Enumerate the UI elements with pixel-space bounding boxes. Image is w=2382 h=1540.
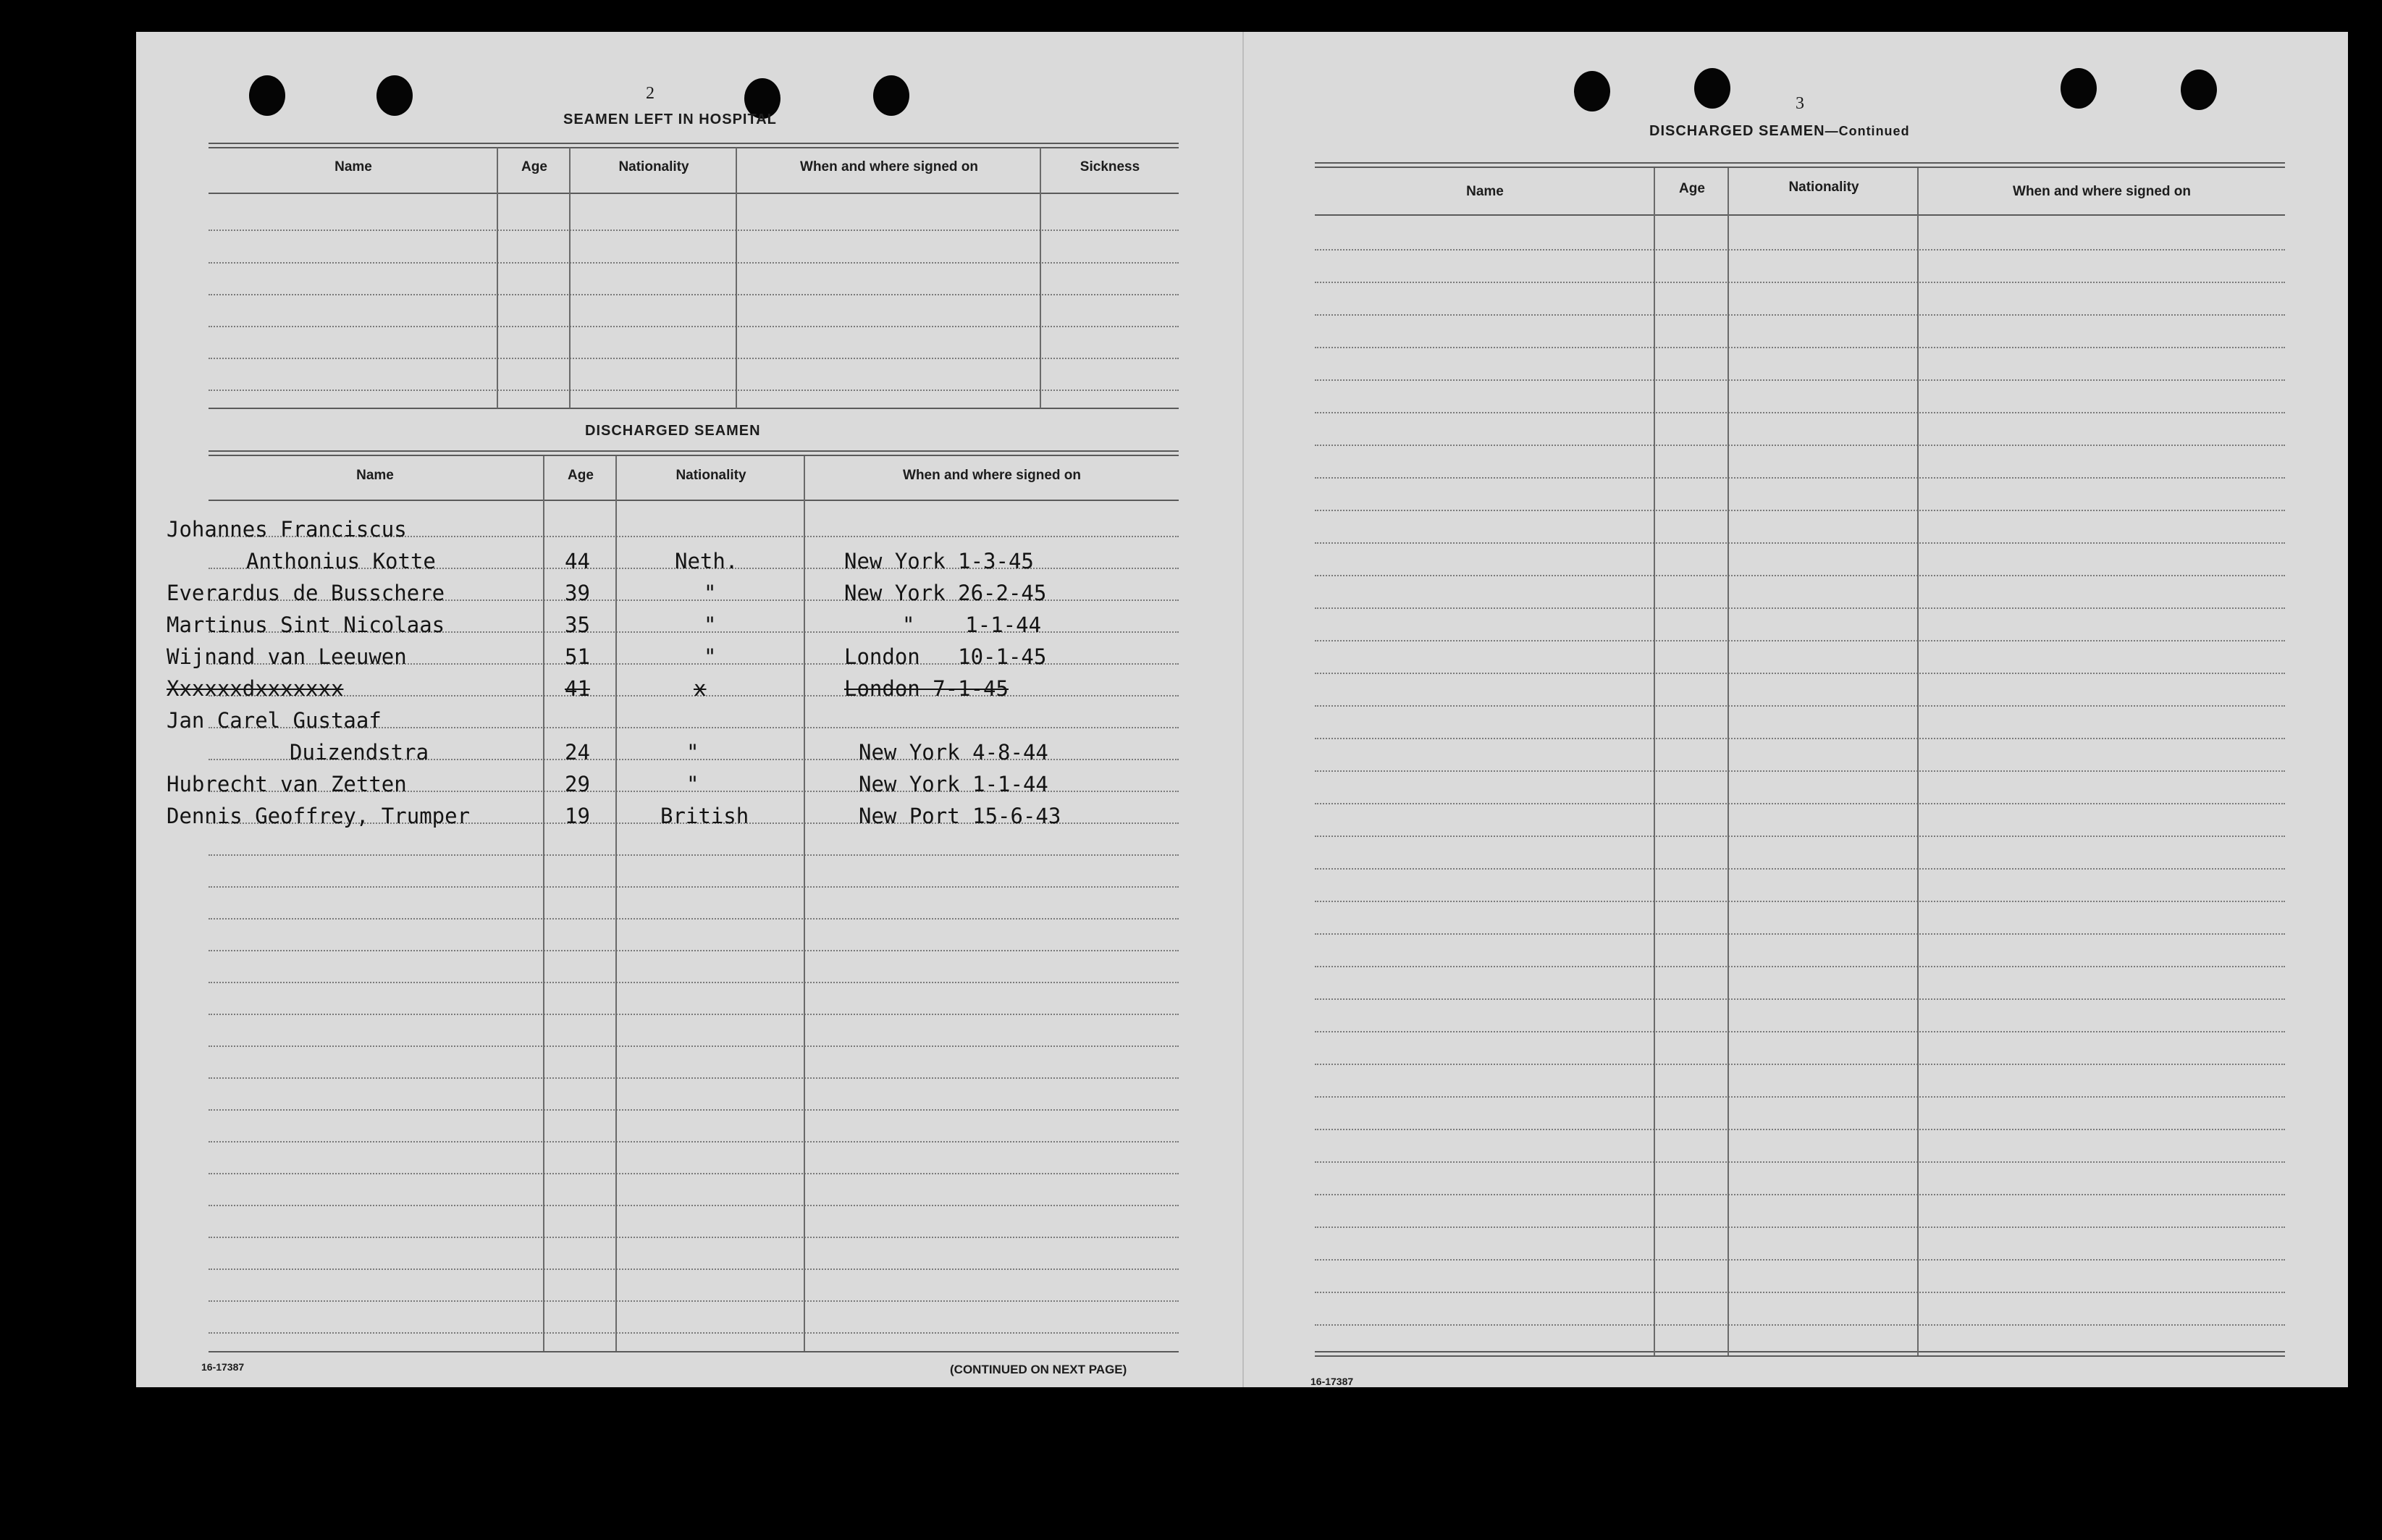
page-number: 2 [646,84,655,103]
row-signed-on: New Port 15-6-43 [859,804,1061,828]
row-age: 29 [565,772,590,796]
discharged-section-title: DISCHARGED SEAMEN [585,423,761,439]
binder-hole [2061,68,2097,109]
row-signed-on: New York 4-8-44 [859,740,1048,765]
row-name: Jan Carel Gustaaf [167,708,382,733]
left-page [136,32,1244,1387]
row-name: Anthonius Kotte [246,549,436,573]
binder-hole [376,75,413,116]
right-page [1244,32,2348,1387]
row-name: Dennis Geoffrey, Trumper [167,804,471,828]
continued-note: (CONTINUED ON NEXT PAGE) [950,1363,1127,1376]
form-number: 16-17387 [201,1361,245,1373]
row-age: 39 [565,581,590,605]
discharged-col-age: Age [568,468,594,483]
row-signed-on: London 7-1-45 [844,676,1009,701]
row-name: Johannes Franciscus [167,517,407,542]
row-name: Everardus de Busschere [167,581,445,605]
hospital-col-sickness: Sickness [1080,159,1140,174]
hospital-col-age: Age [521,159,547,174]
row-nationality: x [694,676,707,701]
row-nationality: " [704,644,717,669]
row-signed-on: New York 1-1-44 [859,772,1048,796]
discharged-col-name: Name [356,468,394,483]
continued-col-nationality: Nationality [1788,180,1859,195]
hospital-col-signed-on: When and where signed on [800,159,978,174]
row-signed-on: New York 1-3-45 [844,549,1034,573]
binder-hole [2181,70,2217,110]
binder-hole [249,75,285,116]
row-nationality: British [660,804,749,828]
binder-hole [1574,71,1610,111]
row-nationality: " [704,581,717,605]
row-age: 44 [565,549,590,573]
discharged-col-nationality: Nationality [676,468,746,483]
hospital-col-nationality: Nationality [618,159,689,174]
title-suffix: —Continued [1825,124,1910,138]
row-signed-on: " 1-1-44 [902,613,1042,637]
row-nationality: " [686,772,699,796]
row-nationality: " [686,740,699,765]
discharged-col-signed-on: When and where signed on [903,468,1081,483]
row-signed-on: London 10-1-45 [844,644,1047,669]
row-name: Duizendstra [290,740,429,765]
continued-col-age: Age [1679,181,1705,196]
row-age: 35 [565,613,590,637]
row-name: Martinus Sint Nicolaas [167,613,445,637]
row-nationality: " [704,613,717,637]
title-main: DISCHARGED SEAMEN [1649,123,1825,139]
row-age: 41 [565,676,590,701]
row-name: Wijnand van Leeuwen [167,644,407,669]
discharged-continued-title [1649,123,1910,140]
continued-col-name: Name [1466,184,1504,199]
row-nationality: Neth. [675,549,738,573]
form-number: 16-17387 [1310,1376,1354,1387]
binder-hole [873,75,909,116]
row-signed-on: New York 26-2-45 [844,581,1047,605]
hospital-col-name: Name [334,159,372,174]
row-age: 51 [565,644,590,669]
row-age: 24 [565,740,590,765]
row-name: Xxxxxxdxxxxxxx [167,676,344,701]
continued-col-signed-on: When and where signed on [2013,184,2191,199]
hospital-section-title: SEAMEN LEFT IN HOSPITAL [563,111,777,127]
binder-hole [1694,68,1730,109]
row-age: 19 [565,804,590,828]
row-name: Hubrecht van Zetten [167,772,407,796]
page-number: 3 [1796,94,1804,113]
